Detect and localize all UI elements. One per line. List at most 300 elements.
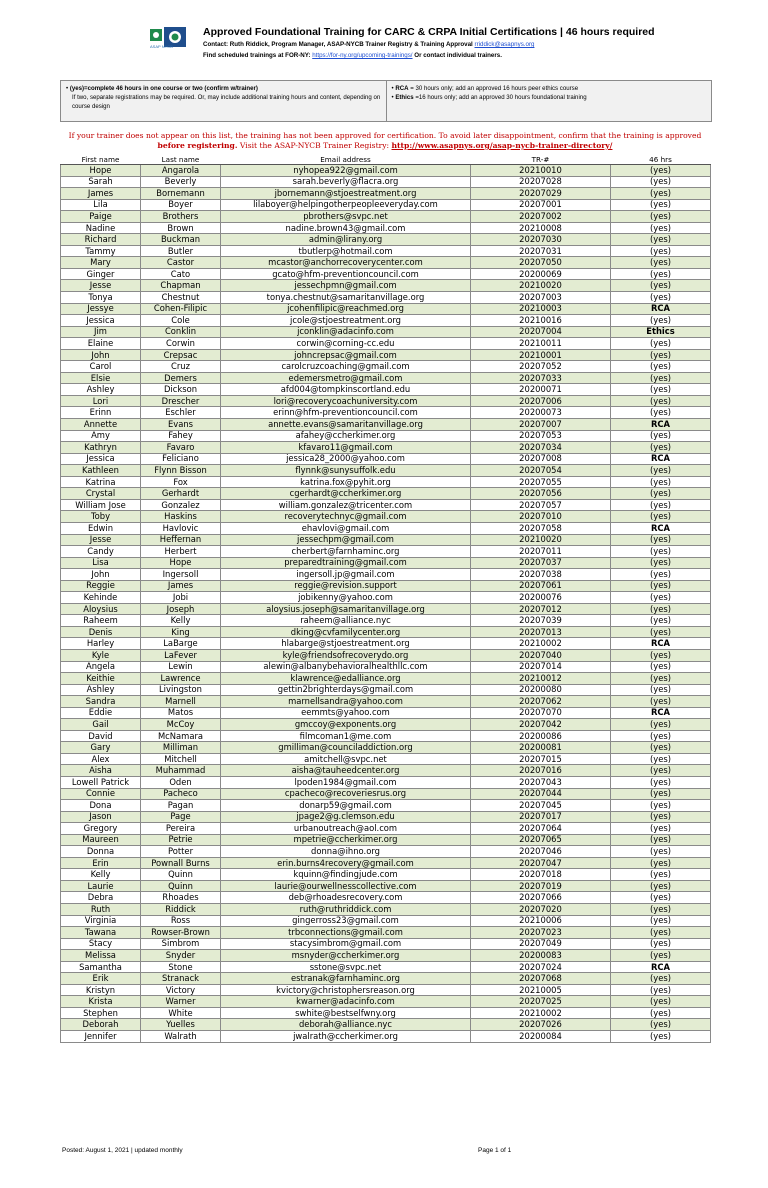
last-name-cell: Quinn: [141, 880, 221, 892]
email-cell: raheem@alliance.nyc: [221, 615, 471, 627]
page-number: Page 1 of 1: [478, 1147, 512, 1154]
hours-cell: (yes): [611, 661, 711, 673]
tr-number-cell: 20210010: [471, 165, 611, 177]
tr-number-cell: 20200083: [471, 950, 611, 962]
email-cell: reggie@revision.support: [221, 580, 471, 592]
table-row: [61, 199, 711, 211]
first-name-cell: Jesse: [61, 534, 141, 546]
table-row: [61, 880, 711, 892]
hours-cell: (yes): [611, 188, 711, 200]
last-name-cell: LaFever: [141, 649, 221, 661]
table-row: [61, 684, 711, 696]
table-row: [61, 580, 711, 592]
col-last-name: Last name: [141, 155, 221, 165]
tr-number-cell: 20207012: [471, 603, 611, 615]
email-cell: ehavlovi@gmail.com: [221, 522, 471, 534]
last-name-cell: Pagan: [141, 800, 221, 812]
table-row: [61, 211, 711, 223]
email-cell: jcole@stjoestreatment.org: [221, 315, 471, 327]
tr-number-cell: 20207053: [471, 430, 611, 442]
tr-number-cell: 20207007: [471, 419, 611, 431]
email-cell: filmcoman1@me.com: [221, 730, 471, 742]
first-name-cell: Crystal: [61, 488, 141, 500]
table-row: [61, 742, 711, 754]
email-cell: katrina.fox@pyhit.org: [221, 476, 471, 488]
warning-visit: Visit the ASAP-NYCB Trainer Registry:: [237, 141, 392, 150]
first-name-cell: Stacy: [61, 938, 141, 950]
last-name-cell: Ross: [141, 915, 221, 927]
first-name-cell: Katrina: [61, 476, 141, 488]
contact-text: Contact: Ruth Riddick, Program Manager, ASAP-NYCB Trainer Registry & Training Approval: [203, 41, 473, 48]
table-row: [61, 245, 711, 257]
hours-cell: (yes): [611, 395, 711, 407]
table-row: [61, 915, 711, 927]
last-name-cell: Beverly: [141, 176, 221, 188]
tr-number-cell: 20207025: [471, 996, 611, 1008]
tr-number-cell: 20207028: [471, 176, 611, 188]
first-name-cell: Kristyn: [61, 984, 141, 996]
table-row: [61, 603, 711, 615]
email-cell: jobikenny@yahoo.com: [221, 592, 471, 604]
last-name-cell: Page: [141, 811, 221, 823]
email-cell: nadine.brown43@gmail.com: [221, 222, 471, 234]
table-row: [61, 765, 711, 777]
first-name-cell: Erinn: [61, 407, 141, 419]
hours-cell: (yes): [611, 973, 711, 985]
tr-number-cell: 20207068: [471, 973, 611, 985]
first-name-cell: Annette: [61, 419, 141, 431]
first-name-cell: Stephen: [61, 1007, 141, 1019]
email-cell: jwalrath@ccherkimer.org: [221, 1031, 471, 1043]
trainer-registry-link[interactable]: http://www.asapnys.org/asap-nycb-trainer-directory/: [391, 141, 613, 150]
hours-cell: (yes): [611, 892, 711, 904]
hours-cell: (yes): [611, 245, 711, 257]
first-name-cell: Elsie: [61, 372, 141, 384]
last-name-cell: Cohen-Filipic: [141, 303, 221, 315]
last-name-cell: Evans: [141, 419, 221, 431]
first-name-cell: Aisha: [61, 765, 141, 777]
last-name-cell: Conklin: [141, 326, 221, 338]
table-row: [61, 430, 711, 442]
first-name-cell: Edwin: [61, 522, 141, 534]
last-name-cell: Feliciano: [141, 453, 221, 465]
last-name-cell: Angarola: [141, 165, 221, 177]
email-cell: lpoden1984@gmail.com: [221, 776, 471, 788]
email-cell: annette.evans@samaritanvillage.org: [221, 419, 471, 431]
tr-number-cell: 20210008: [471, 222, 611, 234]
last-name-cell: Bornemann: [141, 188, 221, 200]
table-row: [61, 499, 711, 511]
table-row: [61, 592, 711, 604]
first-name-cell: William Jose: [61, 499, 141, 511]
last-name-cell: Matos: [141, 707, 221, 719]
email-cell: deb@rhoadesrecovery.com: [221, 892, 471, 904]
hours-cell: (yes): [611, 349, 711, 361]
table-row: [61, 1019, 711, 1031]
first-name-cell: Eddie: [61, 707, 141, 719]
last-name-cell: McNamara: [141, 730, 221, 742]
email-cell: deborah@alliance.nyc: [221, 1019, 471, 1031]
table-row: [61, 268, 711, 280]
hours-cell: (yes): [611, 557, 711, 569]
hours-cell: (yes): [611, 823, 711, 835]
email-cell: gmilliman@counciladdiction.org: [221, 742, 471, 754]
hours-cell: (yes): [611, 765, 711, 777]
first-name-cell: John: [61, 349, 141, 361]
tr-number-cell: 20207046: [471, 846, 611, 858]
tr-number-cell: 20207019: [471, 880, 611, 892]
posted-date: Posted: August 1, 2021 | updated monthly: [62, 1147, 183, 1154]
last-name-cell: Cato: [141, 268, 221, 280]
tr-number-cell: 20207023: [471, 927, 611, 939]
tr-number-cell: 20200081: [471, 742, 611, 754]
hours-cell: RCA: [611, 961, 711, 973]
email-cell: gingerross23@gmail.com: [221, 915, 471, 927]
logo-text: ASAP NYCB: [150, 44, 173, 49]
last-name-cell: White: [141, 1007, 221, 1019]
table-row: [61, 476, 711, 488]
tr-number-cell: 20210016: [471, 315, 611, 327]
tr-number-cell: 20207016: [471, 765, 611, 777]
hours-cell: (yes): [611, 880, 711, 892]
first-name-cell: Toby: [61, 511, 141, 523]
hours-cell: (yes): [611, 834, 711, 846]
hours-cell: (yes): [611, 222, 711, 234]
table-row: [61, 407, 711, 419]
first-name-cell: Erin: [61, 857, 141, 869]
first-name-cell: John: [61, 569, 141, 581]
email-cell: kfavaro11@gmail.com: [221, 442, 471, 454]
email-cell: sarah.beverly@flacra.org: [221, 176, 471, 188]
last-name-cell: Gonzalez: [141, 499, 221, 511]
last-name-cell: LaBarge: [141, 638, 221, 650]
first-name-cell: Harley: [61, 638, 141, 650]
first-name-cell: Sarah: [61, 176, 141, 188]
first-name-cell: Hope: [61, 165, 141, 177]
hours-cell: (yes): [611, 753, 711, 765]
last-name-cell: Stranack: [141, 973, 221, 985]
tr-number-cell: 20207050: [471, 257, 611, 269]
last-name-cell: Milliman: [141, 742, 221, 754]
tr-number-cell: 20207058: [471, 522, 611, 534]
trainer-table: [60, 155, 711, 1043]
col-first-name: First name: [61, 155, 141, 165]
hours-cell: (yes): [611, 846, 711, 858]
warning-notice: [60, 131, 710, 151]
hours-cell: (yes): [611, 603, 711, 615]
last-name-cell: Rowser-Brown: [141, 927, 221, 939]
table-row: [61, 823, 711, 835]
email-cell: kwarner@adacinfo.com: [221, 996, 471, 1008]
table-row: [61, 338, 711, 350]
email-cell: jpage2@g.clemson.edu: [221, 811, 471, 823]
last-name-cell: Livingston: [141, 684, 221, 696]
table-row: [61, 257, 711, 269]
hours-cell: (yes): [611, 442, 711, 454]
last-name-cell: Lewin: [141, 661, 221, 673]
table-row: [61, 488, 711, 500]
col-tr-number: TR-#: [471, 155, 611, 165]
email-cell: johncrepsac@gmail.com: [221, 349, 471, 361]
tr-number-cell: 20207034: [471, 442, 611, 454]
legend-box: [60, 80, 712, 122]
hours-cell: (yes): [611, 857, 711, 869]
tr-number-cell: 20207010: [471, 511, 611, 523]
email-cell: ingersoll.jp@gmail.com: [221, 569, 471, 581]
tr-number-cell: 20210006: [471, 915, 611, 927]
table-row: [61, 546, 711, 558]
email-cell: trbconnections@gmail.com: [221, 927, 471, 939]
last-name-cell: Victory: [141, 984, 221, 996]
tr-number-cell: 20207037: [471, 557, 611, 569]
table-row: [61, 165, 711, 177]
last-name-cell: Quinn: [141, 869, 221, 881]
first-name-cell: Debra: [61, 892, 141, 904]
table-row: [61, 615, 711, 627]
email-cell: donna@ihno.org: [221, 846, 471, 858]
tr-number-cell: 20210005: [471, 984, 611, 996]
warning-text: If your trainer does not appear on this list, the training has not been approved for certification. To avoid later disappointment, confirm that the training is approved: [68, 131, 702, 140]
table-row: [61, 569, 711, 581]
table-row: [61, 419, 711, 431]
scheduled-line: [203, 52, 502, 59]
hours-cell: Ethics: [611, 326, 711, 338]
last-name-cell: Chestnut: [141, 292, 221, 304]
hours-cell: (yes): [611, 476, 711, 488]
email-cell: gcato@hfm-preventioncouncil.com: [221, 268, 471, 280]
email-cell: aloysius.joseph@samaritanvillage.org: [221, 603, 471, 615]
hours-cell: (yes): [611, 730, 711, 742]
first-name-cell: Dona: [61, 800, 141, 812]
table-row: [61, 465, 711, 477]
tr-number-cell: 20210002: [471, 1007, 611, 1019]
first-name-cell: Donna: [61, 846, 141, 858]
hours-cell: (yes): [611, 684, 711, 696]
first-name-cell: Tawana: [61, 927, 141, 939]
first-name-cell: Deborah: [61, 1019, 141, 1031]
table-row: [61, 753, 711, 765]
first-name-cell: Jason: [61, 811, 141, 823]
tr-number-cell: 20207042: [471, 719, 611, 731]
document-title: Approved Foundational Training for CARC & CRPA Initial Certifications | 46 hours required: [203, 26, 655, 38]
table-row: [61, 626, 711, 638]
table-row: [61, 719, 711, 731]
last-name-cell: Petrie: [141, 834, 221, 846]
last-name-cell: Favaro: [141, 442, 221, 454]
table-row: [61, 904, 711, 916]
email-cell: erin.burns4recovery@gmail.com: [221, 857, 471, 869]
first-name-cell: Laurie: [61, 880, 141, 892]
first-name-cell: Raheem: [61, 615, 141, 627]
table-row: [61, 984, 711, 996]
table-row: [61, 811, 711, 823]
last-name-cell: Muhammad: [141, 765, 221, 777]
last-name-cell: Yuelles: [141, 1019, 221, 1031]
hours-cell: (yes): [611, 430, 711, 442]
hours-cell: (yes): [611, 1007, 711, 1019]
table-row: [61, 927, 711, 939]
email-cell: jessechpm@gmail.com: [221, 534, 471, 546]
hours-cell: (yes): [611, 499, 711, 511]
last-name-cell: King: [141, 626, 221, 638]
last-name-cell: Herbert: [141, 546, 221, 558]
legend-yes-detail: If two, separate registrations may be required. Or, may include additional training hours and content, depending on course design: [72, 94, 381, 110]
email-cell: sstone@svpc.net: [221, 961, 471, 973]
tr-number-cell: 20207043: [471, 776, 611, 788]
email-cell: cpacheco@recoveriesrus.org: [221, 788, 471, 800]
hours-cell: (yes): [611, 950, 711, 962]
hours-cell: (yes): [611, 211, 711, 223]
tr-number-cell: 20207057: [471, 499, 611, 511]
scheduled-trainings-link[interactable]: https://for-ny.org/upcoming-trainings/: [312, 52, 413, 59]
tr-number-cell: 20207054: [471, 465, 611, 477]
tr-number-cell: 20207013: [471, 626, 611, 638]
last-name-cell: Ingersoll: [141, 569, 221, 581]
hours-cell: (yes): [611, 315, 711, 327]
email-cell: mcastor@anchorrecoverycenter.com: [221, 257, 471, 269]
last-name-cell: Walrath: [141, 1031, 221, 1043]
last-name-cell: Joseph: [141, 603, 221, 615]
table-row: [61, 834, 711, 846]
email-cell: marnellsandra@yahoo.com: [221, 696, 471, 708]
tr-number-cell: 20207033: [471, 372, 611, 384]
email-cell: nyhopea922@gmail.com: [221, 165, 471, 177]
table-row: [61, 234, 711, 246]
email-cell: swhite@bestselfwny.org: [221, 1007, 471, 1019]
tr-number-cell: 20207024: [471, 961, 611, 973]
tr-number-cell: 20207017: [471, 811, 611, 823]
tr-number-cell: 20207029: [471, 188, 611, 200]
tr-number-cell: 20207070: [471, 707, 611, 719]
table-row: [61, 638, 711, 650]
tr-number-cell: 20207049: [471, 938, 611, 950]
tr-number-cell: 20207030: [471, 234, 611, 246]
hours-cell: (yes): [611, 165, 711, 177]
tr-number-cell: 20207044: [471, 788, 611, 800]
last-name-cell: Pereira: [141, 823, 221, 835]
last-name-cell: Rhoades: [141, 892, 221, 904]
email-cell: aisha@tauheedcenter.org: [221, 765, 471, 777]
last-name-cell: Flynn Bisson: [141, 465, 221, 477]
email-cell: afahey@ccherkimer.org: [221, 430, 471, 442]
hours-cell: (yes): [611, 776, 711, 788]
table-row: [61, 315, 711, 327]
last-name-cell: Lawrence: [141, 673, 221, 685]
first-name-cell: Carol: [61, 361, 141, 373]
table-row: [61, 996, 711, 1008]
hours-cell: (yes): [611, 915, 711, 927]
contact-email-link[interactable]: rriddick@asapnys.org: [474, 41, 535, 48]
table-row: [61, 222, 711, 234]
hours-cell: (yes): [611, 800, 711, 812]
first-name-cell: Aloysius: [61, 603, 141, 615]
email-cell: jessica28_2000@yahoo.com: [221, 453, 471, 465]
last-name-cell: Pownall Burns: [141, 857, 221, 869]
table-row: [61, 973, 711, 985]
first-name-cell: David: [61, 730, 141, 742]
tr-number-cell: 20207047: [471, 857, 611, 869]
hours-cell: (yes): [611, 268, 711, 280]
first-name-cell: Elaine: [61, 338, 141, 350]
last-name-cell: Oden: [141, 776, 221, 788]
last-name-cell: Heffernan: [141, 534, 221, 546]
email-cell: tbutlerp@hotmail.com: [221, 245, 471, 257]
table-row: [61, 384, 711, 396]
tr-number-cell: 20207015: [471, 753, 611, 765]
first-name-cell: Jessica: [61, 315, 141, 327]
tr-number-cell: 20207055: [471, 476, 611, 488]
scheduled-suffix: Or contact individual trainers.: [414, 52, 502, 59]
email-cell: recoverytechnyc@gmail.com: [221, 511, 471, 523]
first-name-cell: Mary: [61, 257, 141, 269]
tr-number-cell: 20207062: [471, 696, 611, 708]
table-row: [61, 522, 711, 534]
first-name-cell: Gary: [61, 742, 141, 754]
last-name-cell: Drescher: [141, 395, 221, 407]
email-cell: dking@cvfamilycenter.org: [221, 626, 471, 638]
first-name-cell: Virginia: [61, 915, 141, 927]
first-name-cell: Ginger: [61, 268, 141, 280]
last-name-cell: Gerhardt: [141, 488, 221, 500]
email-cell: gmccoy@exponents.org: [221, 719, 471, 731]
tr-number-cell: 20210001: [471, 349, 611, 361]
tr-number-cell: 20207038: [471, 569, 611, 581]
last-name-cell: Buckman: [141, 234, 221, 246]
hours-cell: (yes): [611, 927, 711, 939]
hours-cell: (yes): [611, 580, 711, 592]
tr-number-cell: 20207002: [471, 211, 611, 223]
legend-ethics-key: Ethics: [395, 94, 414, 101]
email-cell: gettin2brighterdays@gmail.com: [221, 684, 471, 696]
email-cell: lori@recoverycoachuniversity.com: [221, 395, 471, 407]
email-cell: pbrothers@svpc.net: [221, 211, 471, 223]
hours-cell: (yes): [611, 199, 711, 211]
tr-number-cell: 20200076: [471, 592, 611, 604]
first-name-cell: Kelly: [61, 869, 141, 881]
email-cell: eemmts@yahoo.com: [221, 707, 471, 719]
email-cell: kvictory@christophersreason.org: [221, 984, 471, 996]
hours-cell: (yes): [611, 696, 711, 708]
hours-cell: RCA: [611, 303, 711, 315]
col-46-hrs: 46 hrs: [611, 155, 711, 165]
email-cell: lilaboyer@helpingotherpeopleeveryday.com: [221, 199, 471, 211]
first-name-cell: Melissa: [61, 950, 141, 962]
table-row: [61, 372, 711, 384]
last-name-cell: McCoy: [141, 719, 221, 731]
last-name-cell: Brothers: [141, 211, 221, 223]
email-cell: donarp59@gmail.com: [221, 800, 471, 812]
hours-cell: (yes): [611, 384, 711, 396]
table-row: [61, 326, 711, 338]
tr-number-cell: 20210011: [471, 338, 611, 350]
hours-cell: (yes): [611, 534, 711, 546]
email-cell: amitchell@svpc.net: [221, 753, 471, 765]
hours-cell: (yes): [611, 511, 711, 523]
email-cell: jconklin@adacinfo.com: [221, 326, 471, 338]
legend-right: • RCA = 30 hours only; add an approved 16 hours peer ethics course • Ethics =16 hours only; add an approved 30 hours foundational training: [386, 81, 712, 121]
first-name-cell: Paige: [61, 211, 141, 223]
email-cell: tonya.chestnut@samaritanvillage.org: [221, 292, 471, 304]
tr-number-cell: 20200086: [471, 730, 611, 742]
email-cell: afd004@tompkinscortland.edu: [221, 384, 471, 396]
email-cell: edemersmetro@gmail.com: [221, 372, 471, 384]
hours-cell: (yes): [611, 176, 711, 188]
email-cell: jessechpmn@gmail.com: [221, 280, 471, 292]
hours-cell: RCA: [611, 522, 711, 534]
tr-number-cell: 20207020: [471, 904, 611, 916]
hours-cell: (yes): [611, 719, 711, 731]
first-name-cell: Gregory: [61, 823, 141, 835]
